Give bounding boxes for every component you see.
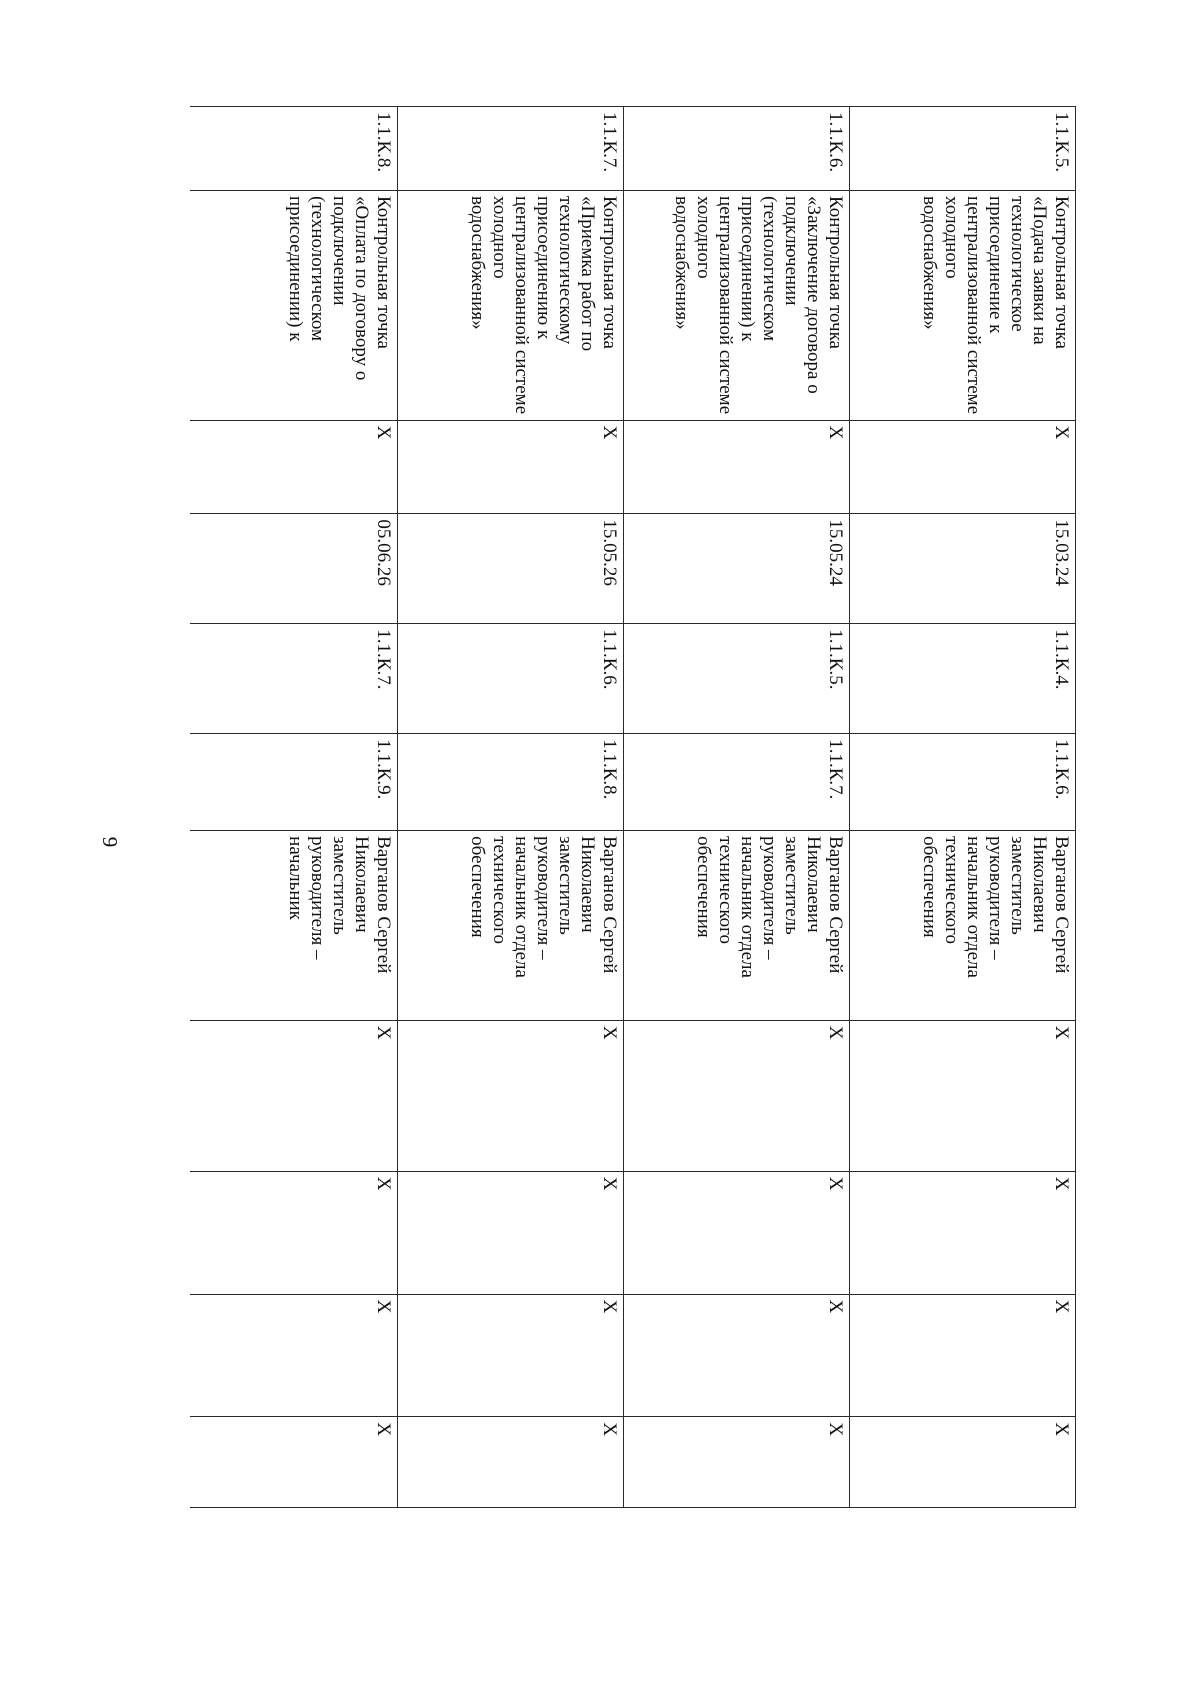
row-responsible: Варганов Сергей Николаевич заместитель руководителя – начальник отдела технического обеспечения [850, 831, 1076, 1021]
row-mark-4: X [398, 1417, 624, 1508]
row-mark-3: X [624, 1294, 850, 1417]
row-id: 1.1.К.7. [398, 107, 624, 191]
row-prev: 1.1.К.7. [190, 624, 398, 734]
page-number: 9 [98, 836, 122, 848]
row-title: Контрольная точка «Заключение договора о подключении (технологическом присоединении) к централизованной системе холодного водоснабжения» [624, 191, 850, 421]
row-mark: X [190, 420, 398, 514]
row-mark-1: X [398, 1020, 624, 1171]
row-mark-3: X [398, 1294, 624, 1417]
row-id: 1.1.К.5. [850, 107, 1076, 191]
row-responsible: Варганов Сергей Николаевич заместитель руководителя – начальник [190, 831, 398, 1021]
table-row [190, 107, 398, 1508]
row-date: 15.03.24 [850, 514, 1076, 624]
row-mark-2: X [624, 1171, 850, 1294]
row-mark-1: X [850, 1020, 1076, 1171]
row-prev: 1.1.К.4. [850, 624, 1076, 734]
row-title: Контрольная точка «Приемка работ по технологическому присоединению к централизованной системе холодного водоснабжения» [398, 191, 624, 421]
row-date: 15.05.26 [398, 514, 624, 624]
row-mark-4: X [190, 1417, 398, 1508]
control-points-table [190, 106, 1076, 1508]
row-mark-2: X [398, 1171, 624, 1294]
row-mark-1: X [190, 1020, 398, 1171]
row-title: Контрольная точка «Подача заявки на технологическое присоединение к централизованной системе холодного водоснабжения» [850, 191, 1076, 421]
row-id: 1.1.К.6. [624, 107, 850, 191]
row-mark-3: X [850, 1294, 1076, 1417]
table-row [624, 107, 850, 1508]
row-title: Контрольная точка «Оплата по договору о подключении (технологическом присоединении) к [190, 191, 398, 421]
row-next: 1.1.К.9. [190, 734, 398, 831]
row-mark: X [398, 420, 624, 514]
table-row [850, 107, 1076, 1508]
row-responsible: Варганов Сергей Николаевич заместитель руководителя – начальник отдела технического обеспечения [624, 831, 850, 1021]
row-mark-4: X [624, 1417, 850, 1508]
row-mark-2: X [850, 1171, 1076, 1294]
row-mark: X [850, 420, 1076, 514]
row-next: 1.1.К.7. [624, 734, 850, 831]
row-prev: 1.1.К.5. [624, 624, 850, 734]
row-date: 15.05.24 [624, 514, 850, 624]
row-id: 1.1.К.8. [190, 107, 398, 191]
table-row [398, 107, 624, 1508]
row-prev: 1.1.К.6. [398, 624, 624, 734]
row-mark-2: X [190, 1171, 398, 1294]
row-mark-4: X [850, 1417, 1076, 1508]
row-date: 05.06.26 [190, 514, 398, 624]
rotated-table-wrapper [190, 106, 1076, 1508]
row-next: 1.1.К.6. [850, 734, 1076, 831]
row-mark-3: X [190, 1294, 398, 1417]
row-next: 1.1.К.8. [398, 734, 624, 831]
row-responsible: Варганов Сергей Николаевич заместитель руководителя – начальник отдела технического обеспечения [398, 831, 624, 1021]
row-mark-1: X [624, 1020, 850, 1171]
row-mark: X [624, 420, 850, 514]
